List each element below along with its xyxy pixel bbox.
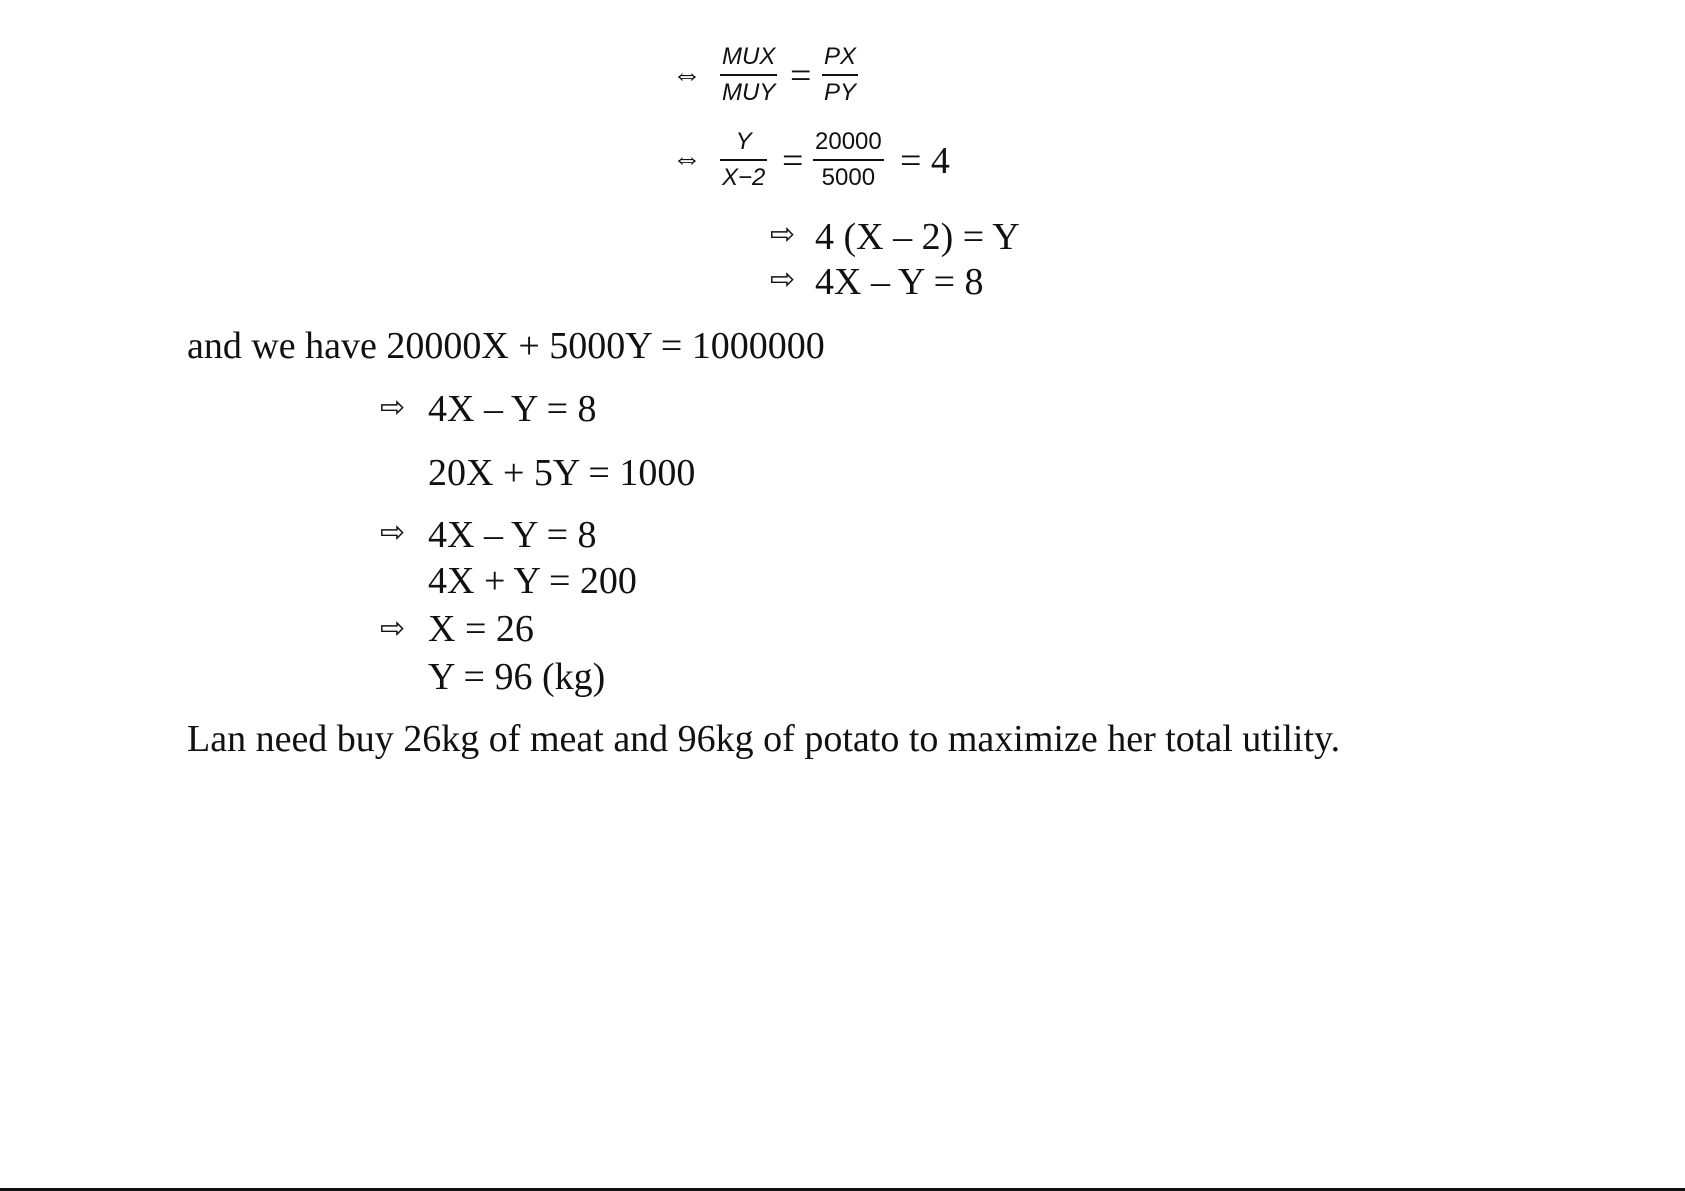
fraction-mux-muy <box>720 45 777 105</box>
fraction-y-x-minus-2 <box>720 130 767 190</box>
system-equation: 4X – Y = 8 <box>428 388 597 430</box>
fraction-px-py <box>822 45 858 105</box>
equals-sign: = <box>790 55 812 97</box>
equivalence-arrow-icon: ⇔ <box>672 142 702 175</box>
fraction-numerator: 20000 <box>815 128 882 155</box>
fraction-numerator: PX <box>824 43 857 70</box>
system-equation: 20X + 5Y = 1000 <box>428 452 696 494</box>
budget-constraint-text: and we have 20000X + 5000Y = 1000000 <box>187 325 825 367</box>
fraction-bar <box>720 74 777 76</box>
equation-result: = 4 <box>900 140 950 182</box>
implies-arrow-icon: ⇨ <box>770 263 796 296</box>
solution-y: Y = 96 (kg) <box>428 656 606 698</box>
fraction-denominator: X−2 <box>722 164 766 191</box>
fraction-denominator: MUY <box>722 79 776 106</box>
fraction-denominator: PY <box>824 79 857 106</box>
fraction-bar <box>813 159 884 161</box>
equivalence-arrow-icon: ⇔ <box>672 58 702 91</box>
fraction-numerator: MUX <box>722 43 776 70</box>
system-equation: 4X + Y = 200 <box>428 560 637 602</box>
step-equation: 4 (X – 2) = Y <box>815 216 1020 258</box>
implies-arrow-icon: ⇨ <box>380 516 406 549</box>
fraction-denominator: 5000 <box>821 164 876 191</box>
fraction-bar <box>720 159 767 161</box>
equals-sign: = <box>782 140 804 182</box>
implies-arrow-icon: ⇨ <box>380 612 406 645</box>
step-equation: 4X – Y = 8 <box>815 261 984 303</box>
implies-arrow-icon: ⇨ <box>770 218 796 251</box>
implies-arrow-icon: ⇨ <box>380 391 406 424</box>
fraction-price-ratio <box>813 130 884 190</box>
fraction-numerator: Y <box>735 128 752 155</box>
fraction-bar <box>822 74 858 76</box>
system-equation: 4X – Y = 8 <box>428 514 597 556</box>
conclusion-text: Lan need buy 26kg of meat and 96kg of potato to maximize her total utility. <box>187 718 1341 760</box>
solution-x: X = 26 <box>428 608 534 650</box>
